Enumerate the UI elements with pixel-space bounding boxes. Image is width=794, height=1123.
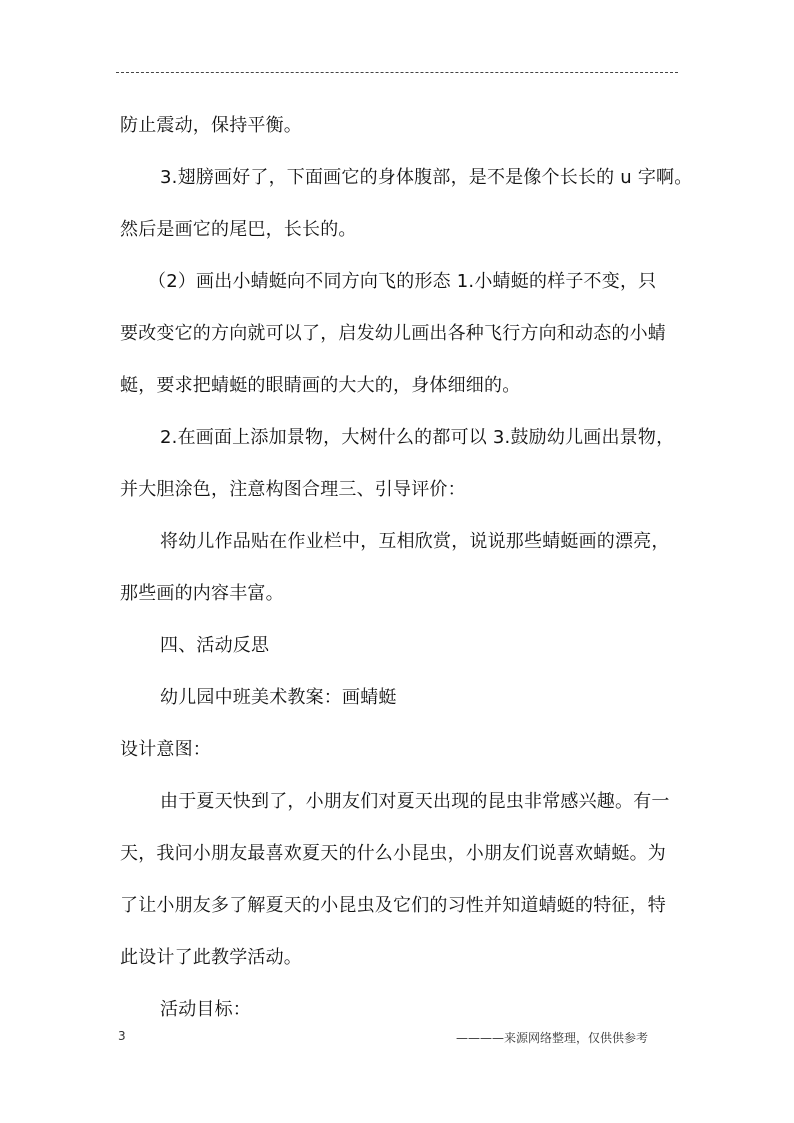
page-number: 3 xyxy=(118,1029,126,1043)
text-line: 防止震动，保持平衡。 xyxy=(120,115,302,136)
section-heading: 四、活动反思 xyxy=(160,635,270,656)
text-line: 并大胆涂色，注意构图合理三、引导评价： xyxy=(120,479,466,500)
text-line: 然后是画它的尾巴，长长的。 xyxy=(120,219,357,240)
text-line: 天，我问小朋友最喜欢夏天的什么小昆虫，小朋友们说喜欢蜻蜓。为 xyxy=(120,843,666,864)
document-body xyxy=(120,100,700,1036)
lesson-title: 幼儿园中班美术教案：画蜻蜓 xyxy=(160,687,397,708)
text-line: 蜓，要求把蜻蜓的眼睛画的大大的，身体细细的。 xyxy=(120,375,521,396)
text-line: 2.在画面上添加景物，大树什么的都可以 3.鼓励幼儿画出景物， xyxy=(160,427,675,448)
section-heading: 设计意图： xyxy=(120,739,211,760)
text-line: 要改变它的方向就可以了，启发幼儿画出各种飞行方向和动态的小蜻 xyxy=(120,323,666,344)
text-line: 3.翅膀画好了，下面画它的身体腹部，是不是像个长长的 u 字啊。 xyxy=(160,167,693,188)
text-line: （2）画出小蜻蜓向不同方向飞的形态 1.小蜻蜓的样子不变，只 xyxy=(148,271,657,292)
text-line: 了让小朋友多了解夏天的小昆虫及它们的习性并知道蜻蜓的特征，特 xyxy=(120,895,666,916)
section-heading: 活动目标： xyxy=(160,999,251,1020)
footer-source-note: ————来源网络整理，仅供供参考 xyxy=(456,1031,649,1045)
text-line: 将幼儿作品贴在作业栏中，互相欣赏，说说那些蜻蜓画的漂亮， xyxy=(160,531,670,552)
text-line: 由于夏天快到了，小朋友们对夏天出现的昆虫非常感兴趣。有一 xyxy=(160,791,670,812)
text-line: 此设计了此教学活动。 xyxy=(120,947,302,968)
text-line: 那些画的内容丰富。 xyxy=(120,583,284,604)
header-dashed-rule xyxy=(116,72,678,73)
